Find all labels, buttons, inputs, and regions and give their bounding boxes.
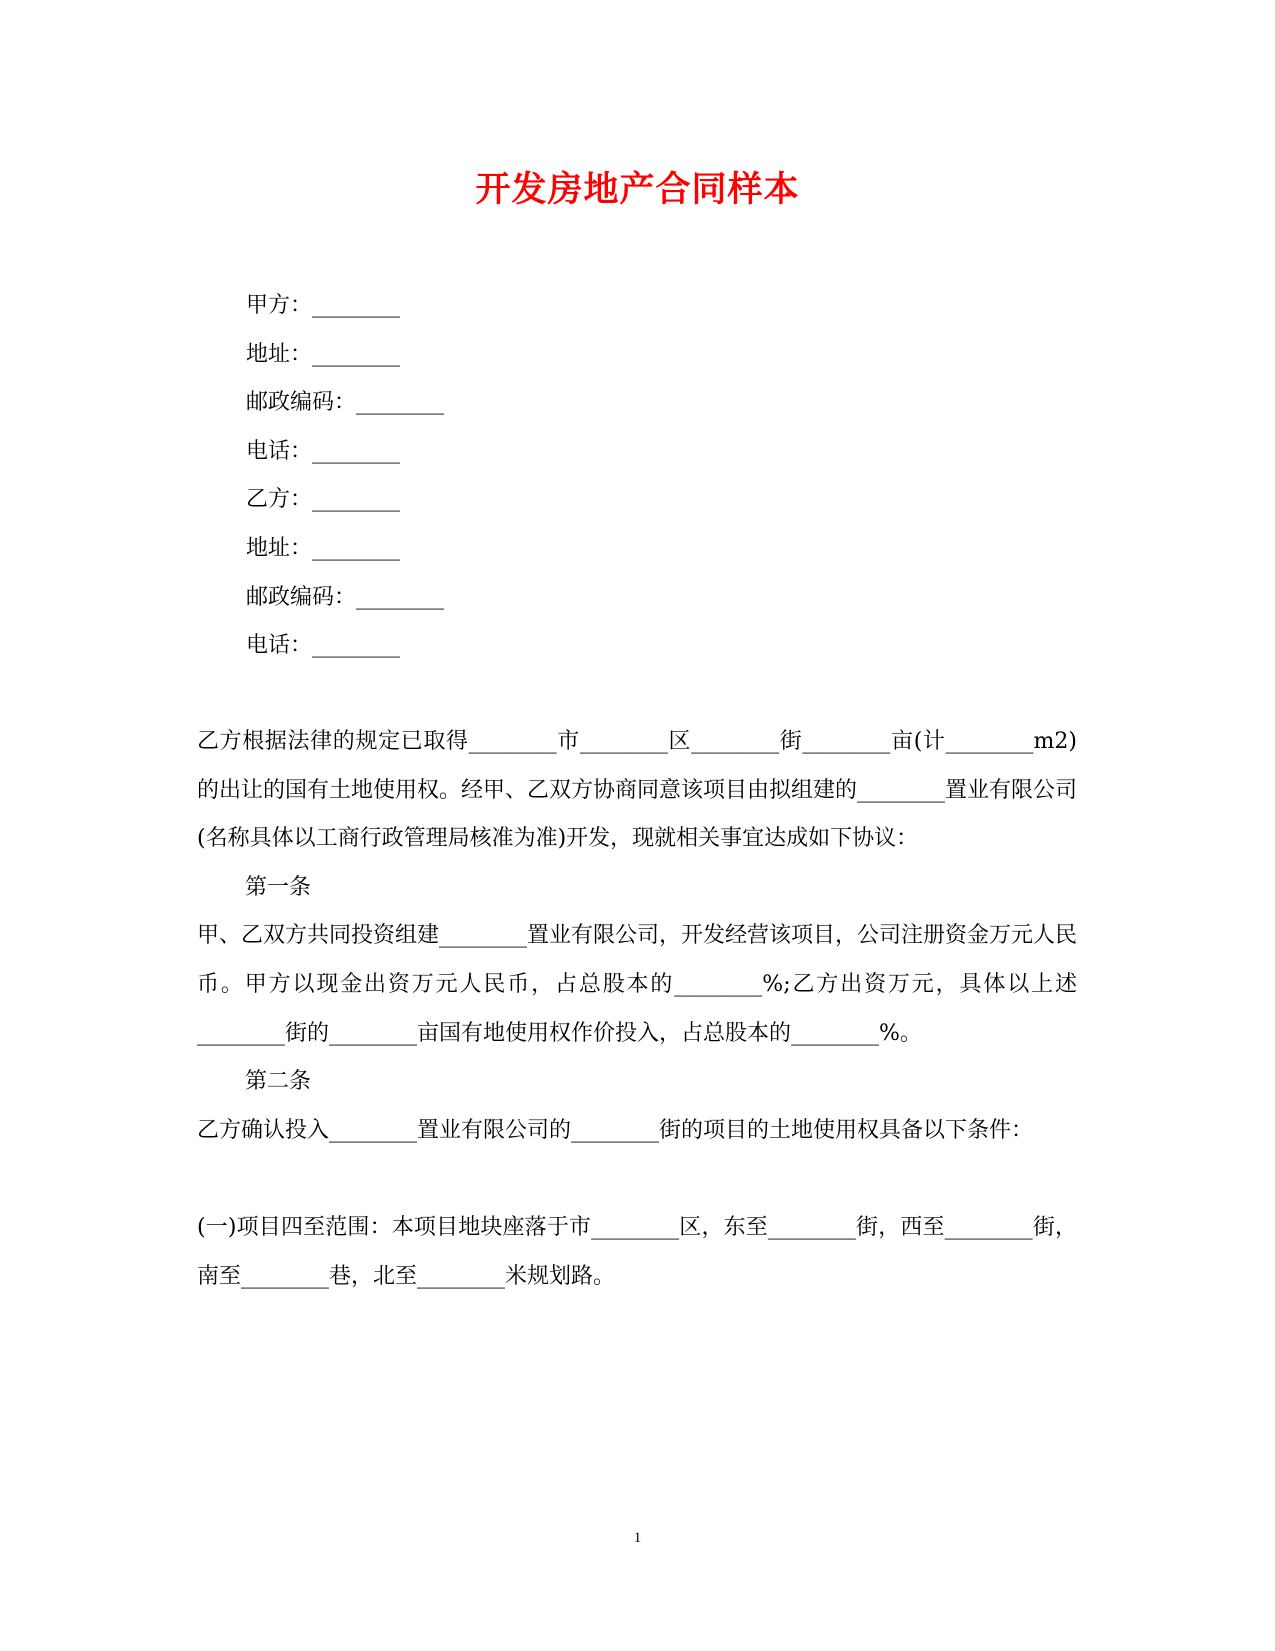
contract-body xyxy=(197,718,1077,1301)
document-title: 开发房地产合同样本 xyxy=(475,169,800,210)
page-number: 1 xyxy=(633,1530,642,1546)
party-b-phone-line: 电话：________ xyxy=(246,633,401,659)
article-1-heading: 第一条 xyxy=(245,874,312,900)
intro-paragraph: 乙方根据法律的规定已取得________市________区________街________亩(计________m2)的出让的国有土地使用权。经甲、乙双方协商同意该项目由拟组建的________置业有限公司(名称具体以工商行政管理局核准为准)开发，现就相关事宜达成如下协议： xyxy=(197,729,1078,852)
paragraph-spacer xyxy=(197,1155,1077,1204)
party-a-phone-line: 电话：________ xyxy=(246,438,401,464)
party-a-name-line: 甲方：________ xyxy=(246,293,401,318)
party-info-block xyxy=(246,282,444,671)
party-b-name-line: 乙方：________ xyxy=(246,487,401,513)
party-b-address-line: 地址：________ xyxy=(246,535,401,561)
article-1-paragraph: 甲、乙双方共同投资组建________置业有限公司，开发经营该项目，公司注册资金万元人民币。甲方以现金出资万元人民币，占总股本的________%;乙方出资万元，具体以上述________街的________亩国有地使用权作价投入，占总股本的________%。 xyxy=(197,923,1078,1046)
party-a-postcode-line: 邮政编码：________ xyxy=(246,390,445,416)
item-1-paragraph: (一)项目四至范围：本项目地块座落于市________区，东至________街，西至________街，南至________巷，北至________米规划路。 xyxy=(197,1214,1077,1289)
party-b-postcode-line: 邮政编码：________ xyxy=(246,584,445,610)
article-2-heading: 第二条 xyxy=(245,1069,312,1095)
party-a-address-line: 地址：________ xyxy=(246,341,401,367)
article-2-paragraph: 乙方确认投入________置业有限公司的________街的项目的土地使用权具备以下条件： xyxy=(197,1117,1034,1143)
